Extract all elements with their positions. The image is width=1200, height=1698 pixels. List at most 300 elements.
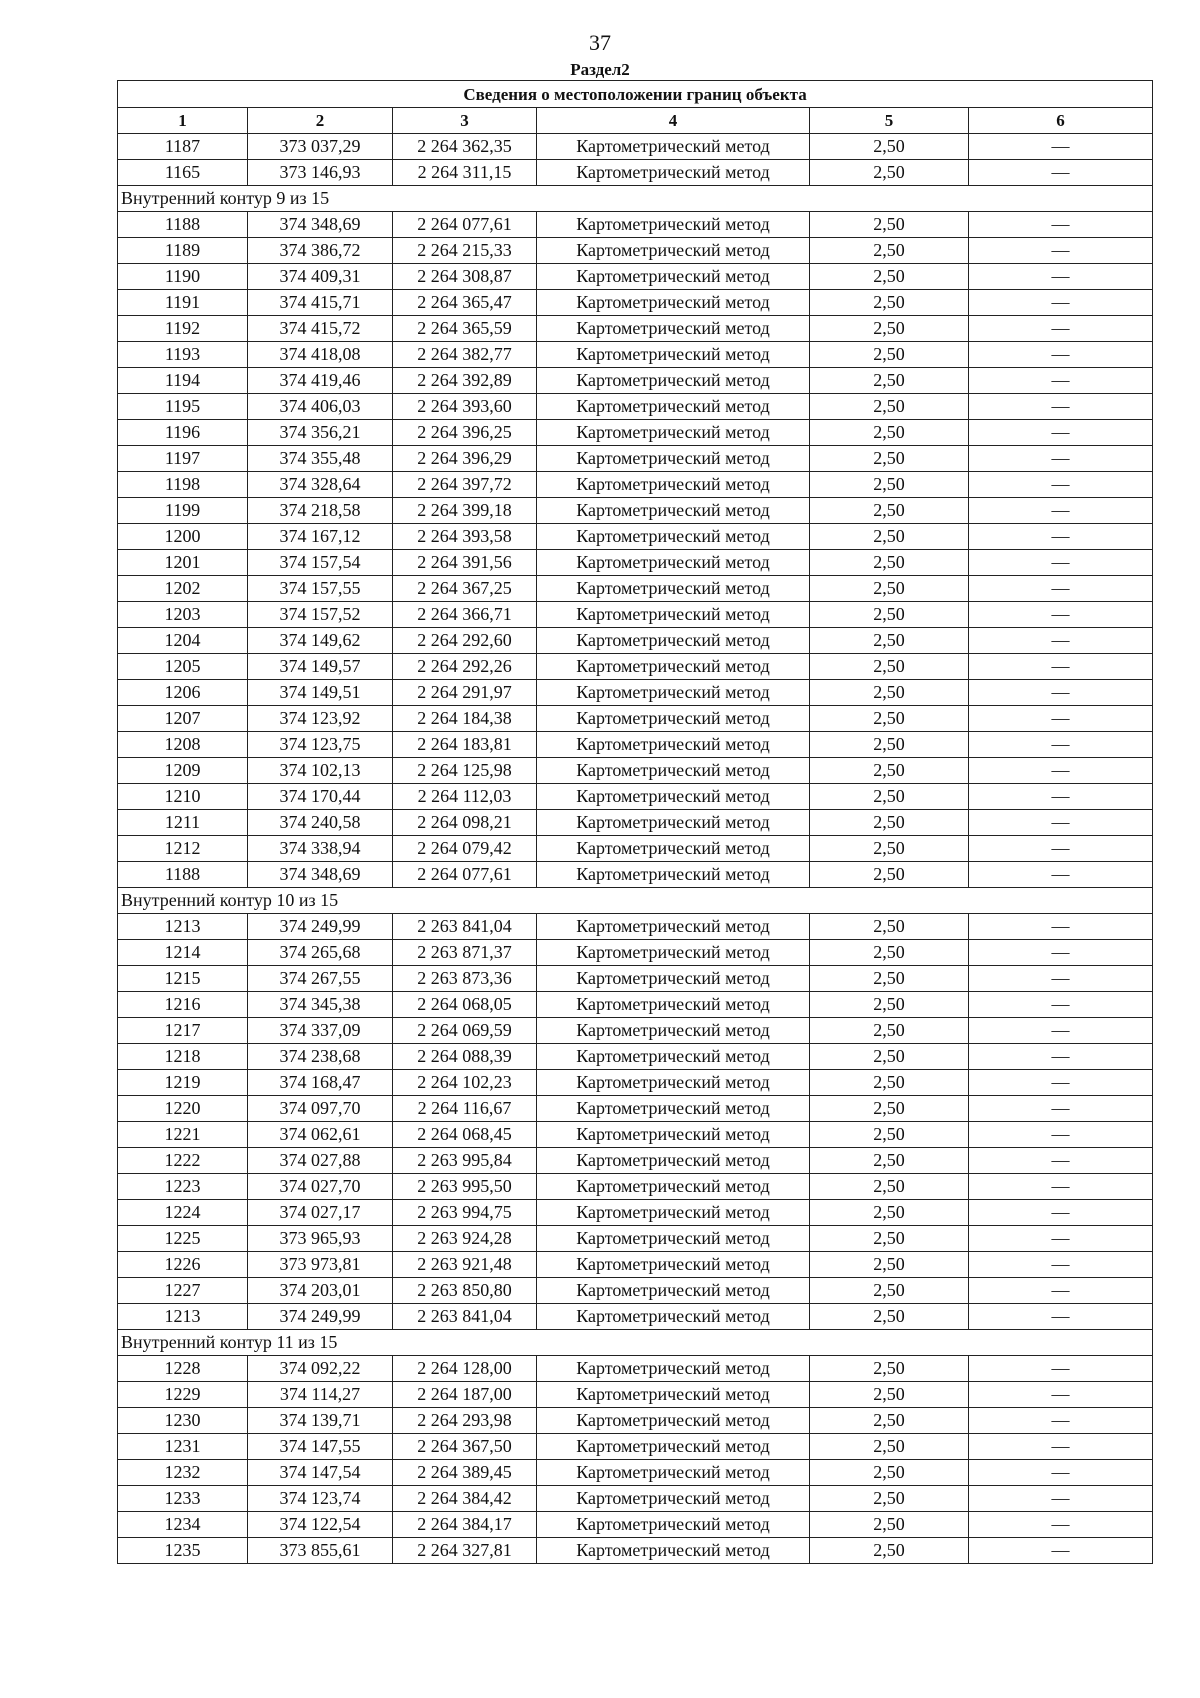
column-header-5: 5 [810, 108, 969, 134]
table-caption: Сведения о местоположении границ объекта [118, 81, 1153, 108]
x-coordinate-cell: 374 123,92 [248, 706, 393, 732]
accuracy-cell: 2,50 [810, 1122, 969, 1148]
accuracy-cell: 2,50 [810, 446, 969, 472]
method-cell: Картометрический метод [537, 1304, 810, 1330]
method-cell: Картометрический метод [537, 992, 810, 1018]
x-coordinate-cell: 374 027,88 [248, 1148, 393, 1174]
description-cell: — [969, 1356, 1153, 1382]
description-cell: — [969, 1148, 1153, 1174]
x-coordinate-cell: 374 409,31 [248, 264, 393, 290]
y-coordinate-cell: 2 264 367,25 [393, 576, 537, 602]
accuracy-cell: 2,50 [810, 680, 969, 706]
column-header-2: 2 [248, 108, 393, 134]
description-cell: — [969, 368, 1153, 394]
table-row [118, 1148, 1153, 1174]
method-cell: Картометрический метод [537, 368, 810, 394]
method-cell: Картометрический метод [537, 862, 810, 888]
table-row [118, 1486, 1153, 1512]
point-number-cell: 1217 [118, 1018, 248, 1044]
description-cell: — [969, 550, 1153, 576]
method-cell: Картометрический метод [537, 160, 810, 186]
method-cell: Картометрический метод [537, 784, 810, 810]
accuracy-cell: 2,50 [810, 524, 969, 550]
table-row [118, 836, 1153, 862]
point-number-cell: 1208 [118, 732, 248, 758]
x-coordinate-cell: 374 147,55 [248, 1434, 393, 1460]
y-coordinate-cell: 2 264 293,98 [393, 1408, 537, 1434]
description-cell: — [969, 810, 1153, 836]
table-row [118, 784, 1153, 810]
y-coordinate-cell: 2 264 068,45 [393, 1122, 537, 1148]
method-cell: Картометрический метод [537, 238, 810, 264]
contour-heading: Внутренний контур 9 из 15 [118, 186, 1153, 212]
method-cell: Картометрический метод [537, 836, 810, 862]
description-cell: — [969, 212, 1153, 238]
x-coordinate-cell: 374 348,69 [248, 212, 393, 238]
method-cell: Картометрический метод [537, 498, 810, 524]
y-coordinate-cell: 2 263 850,80 [393, 1278, 537, 1304]
point-number-cell: 1209 [118, 758, 248, 784]
boundary-coordinates-table [117, 80, 1153, 1564]
method-cell: Картометрический метод [537, 706, 810, 732]
table-row [118, 1356, 1153, 1382]
description-cell: — [969, 160, 1153, 186]
accuracy-cell: 2,50 [810, 706, 969, 732]
point-number-cell: 1220 [118, 1096, 248, 1122]
point-number-cell: 1210 [118, 784, 248, 810]
method-cell: Картометрический метод [537, 1200, 810, 1226]
accuracy-cell: 2,50 [810, 992, 969, 1018]
y-coordinate-cell: 2 264 311,15 [393, 160, 537, 186]
description-cell: — [969, 264, 1153, 290]
table-body [118, 134, 1153, 1564]
description-cell: — [969, 732, 1153, 758]
method-cell: Картометрический метод [537, 966, 810, 992]
accuracy-cell: 2,50 [810, 1304, 969, 1330]
description-cell: — [969, 1382, 1153, 1408]
x-coordinate-cell: 374 338,94 [248, 836, 393, 862]
accuracy-cell: 2,50 [810, 914, 969, 940]
description-cell: — [969, 524, 1153, 550]
accuracy-cell: 2,50 [810, 576, 969, 602]
accuracy-cell: 2,50 [810, 732, 969, 758]
point-number-cell: 1203 [118, 602, 248, 628]
table-row [118, 1538, 1153, 1564]
y-coordinate-cell: 2 263 841,04 [393, 914, 537, 940]
point-number-cell: 1219 [118, 1070, 248, 1096]
table-row [118, 758, 1153, 784]
accuracy-cell: 2,50 [810, 394, 969, 420]
table-row [118, 628, 1153, 654]
y-coordinate-cell: 2 264 088,39 [393, 1044, 537, 1070]
description-cell: — [969, 1018, 1153, 1044]
y-coordinate-cell: 2 263 841,04 [393, 1304, 537, 1330]
description-cell: — [969, 1122, 1153, 1148]
method-cell: Картометрический метод [537, 576, 810, 602]
point-number-cell: 1201 [118, 550, 248, 576]
x-coordinate-cell: 373 965,93 [248, 1226, 393, 1252]
x-coordinate-cell: 374 157,54 [248, 550, 393, 576]
accuracy-cell: 2,50 [810, 498, 969, 524]
accuracy-cell: 2,50 [810, 940, 969, 966]
table-row [118, 1252, 1153, 1278]
accuracy-cell: 2,50 [810, 1096, 969, 1122]
description-cell: — [969, 1434, 1153, 1460]
accuracy-cell: 2,50 [810, 1486, 969, 1512]
accuracy-cell: 2,50 [810, 1018, 969, 1044]
x-coordinate-cell: 374 149,51 [248, 680, 393, 706]
x-coordinate-cell: 374 062,61 [248, 1122, 393, 1148]
x-coordinate-cell: 374 149,62 [248, 628, 393, 654]
table-row [118, 1122, 1153, 1148]
y-coordinate-cell: 2 264 365,59 [393, 316, 537, 342]
point-number-cell: 1213 [118, 1304, 248, 1330]
table-row [118, 732, 1153, 758]
accuracy-cell: 2,50 [810, 160, 969, 186]
y-coordinate-cell: 2 264 393,58 [393, 524, 537, 550]
x-coordinate-cell: 374 097,70 [248, 1096, 393, 1122]
page-number: 37 [589, 30, 611, 55]
contour-heading-row [118, 186, 1153, 212]
point-number-cell: 1234 [118, 1512, 248, 1538]
x-coordinate-cell: 374 328,64 [248, 472, 393, 498]
table-row [118, 1278, 1153, 1304]
point-number-cell: 1224 [118, 1200, 248, 1226]
y-coordinate-cell: 2 264 366,71 [393, 602, 537, 628]
point-number-cell: 1229 [118, 1382, 248, 1408]
table-row [118, 394, 1153, 420]
point-number-cell: 1205 [118, 654, 248, 680]
description-cell: — [969, 472, 1153, 498]
table-row [118, 810, 1153, 836]
y-coordinate-cell: 2 264 367,50 [393, 1434, 537, 1460]
accuracy-cell: 2,50 [810, 1512, 969, 1538]
point-number-cell: 1215 [118, 966, 248, 992]
description-cell: — [969, 1200, 1153, 1226]
method-cell: Картометрический метод [537, 1486, 810, 1512]
table-row [118, 602, 1153, 628]
description-cell: — [969, 1096, 1153, 1122]
description-cell: — [969, 706, 1153, 732]
point-number-cell: 1189 [118, 238, 248, 264]
y-coordinate-cell: 2 264 187,00 [393, 1382, 537, 1408]
x-coordinate-cell: 374 218,58 [248, 498, 393, 524]
description-cell: — [969, 420, 1153, 446]
accuracy-cell: 2,50 [810, 1148, 969, 1174]
column-header-1: 1 [118, 108, 248, 134]
y-coordinate-cell: 2 263 995,50 [393, 1174, 537, 1200]
method-cell: Картометрический метод [537, 940, 810, 966]
x-coordinate-cell: 374 114,27 [248, 1382, 393, 1408]
y-coordinate-cell: 2 264 215,33 [393, 238, 537, 264]
y-coordinate-cell: 2 264 116,67 [393, 1096, 537, 1122]
accuracy-cell: 2,50 [810, 628, 969, 654]
table-row [118, 212, 1153, 238]
x-coordinate-cell: 374 147,54 [248, 1460, 393, 1486]
contour-heading: Внутренний контур 11 из 15 [118, 1330, 1153, 1356]
point-number-cell: 1235 [118, 1538, 248, 1564]
y-coordinate-cell: 2 263 994,75 [393, 1200, 537, 1226]
x-coordinate-cell: 374 356,21 [248, 420, 393, 446]
y-coordinate-cell: 2 264 184,38 [393, 706, 537, 732]
point-number-cell: 1222 [118, 1148, 248, 1174]
method-cell: Картометрический метод [537, 732, 810, 758]
table-row [118, 940, 1153, 966]
description-cell: — [969, 602, 1153, 628]
accuracy-cell: 2,50 [810, 1070, 969, 1096]
table-row [118, 1200, 1153, 1226]
table-row [118, 1044, 1153, 1070]
table-header-row [118, 108, 1153, 134]
table-row [118, 1382, 1153, 1408]
y-coordinate-cell: 2 264 183,81 [393, 732, 537, 758]
y-coordinate-cell: 2 264 077,61 [393, 212, 537, 238]
description-cell: — [969, 1460, 1153, 1486]
table-row [118, 472, 1153, 498]
table-row [118, 1512, 1153, 1538]
method-cell: Картометрический метод [537, 1252, 810, 1278]
x-coordinate-cell: 374 203,01 [248, 1278, 393, 1304]
point-number-cell: 1230 [118, 1408, 248, 1434]
description-cell: — [969, 1252, 1153, 1278]
contour-heading-row [118, 888, 1153, 914]
table-row [118, 498, 1153, 524]
method-cell: Картометрический метод [537, 1148, 810, 1174]
point-number-cell: 1212 [118, 836, 248, 862]
point-number-cell: 1190 [118, 264, 248, 290]
x-coordinate-cell: 374 139,71 [248, 1408, 393, 1434]
accuracy-cell: 2,50 [810, 810, 969, 836]
y-coordinate-cell: 2 264 397,72 [393, 472, 537, 498]
y-coordinate-cell: 2 264 392,89 [393, 368, 537, 394]
y-coordinate-cell: 2 264 389,45 [393, 1460, 537, 1486]
description-cell: — [969, 1486, 1153, 1512]
table-row [118, 1408, 1153, 1434]
method-cell: Картометрический метод [537, 810, 810, 836]
description-cell: — [969, 1512, 1153, 1538]
table-row [118, 966, 1153, 992]
accuracy-cell: 2,50 [810, 1408, 969, 1434]
description-cell: — [969, 1408, 1153, 1434]
x-coordinate-cell: 374 157,52 [248, 602, 393, 628]
table-row [118, 160, 1153, 186]
method-cell: Картометрический метод [537, 1174, 810, 1200]
accuracy-cell: 2,50 [810, 1278, 969, 1304]
description-cell: — [969, 680, 1153, 706]
x-coordinate-cell: 374 157,55 [248, 576, 393, 602]
method-cell: Картометрический метод [537, 550, 810, 576]
description-cell: — [969, 1070, 1153, 1096]
accuracy-cell: 2,50 [810, 420, 969, 446]
accuracy-cell: 2,50 [810, 212, 969, 238]
table-row [118, 368, 1153, 394]
method-cell: Картометрический метод [537, 758, 810, 784]
method-cell: Картометрический метод [537, 628, 810, 654]
table-row [118, 264, 1153, 290]
point-number-cell: 1195 [118, 394, 248, 420]
y-coordinate-cell: 2 264 069,59 [393, 1018, 537, 1044]
contour-heading: Внутренний контур 10 из 15 [118, 888, 1153, 914]
description-cell: — [969, 1538, 1153, 1564]
method-cell: Картометрический метод [537, 1096, 810, 1122]
point-number-cell: 1165 [118, 160, 248, 186]
point-number-cell: 1214 [118, 940, 248, 966]
x-coordinate-cell: 374 249,99 [248, 1304, 393, 1330]
description-cell: — [969, 992, 1153, 1018]
method-cell: Картометрический метод [537, 1018, 810, 1044]
method-cell: Картометрический метод [537, 1512, 810, 1538]
table-row [118, 420, 1153, 446]
y-coordinate-cell: 2 264 077,61 [393, 862, 537, 888]
y-coordinate-cell: 2 263 924,28 [393, 1226, 537, 1252]
x-coordinate-cell: 374 348,69 [248, 862, 393, 888]
method-cell: Картометрический метод [537, 420, 810, 446]
description-cell: — [969, 1278, 1153, 1304]
y-coordinate-cell: 2 263 921,48 [393, 1252, 537, 1278]
description-cell: — [969, 966, 1153, 992]
description-cell: — [969, 342, 1153, 368]
accuracy-cell: 2,50 [810, 290, 969, 316]
x-coordinate-cell: 374 419,46 [248, 368, 393, 394]
description-cell: — [969, 940, 1153, 966]
method-cell: Картометрический метод [537, 342, 810, 368]
point-number-cell: 1226 [118, 1252, 248, 1278]
x-coordinate-cell: 374 406,03 [248, 394, 393, 420]
x-coordinate-cell: 374 122,54 [248, 1512, 393, 1538]
x-coordinate-cell: 374 249,99 [248, 914, 393, 940]
method-cell: Картометрический метод [537, 472, 810, 498]
point-number-cell: 1213 [118, 914, 248, 940]
description-cell: — [969, 316, 1153, 342]
table-row [118, 524, 1153, 550]
description-cell: — [969, 836, 1153, 862]
point-number-cell: 1194 [118, 368, 248, 394]
description-cell: — [969, 446, 1153, 472]
x-coordinate-cell: 374 149,57 [248, 654, 393, 680]
x-coordinate-cell: 374 355,48 [248, 446, 393, 472]
description-cell: — [969, 1304, 1153, 1330]
x-coordinate-cell: 373 855,61 [248, 1538, 393, 1564]
description-cell: — [969, 290, 1153, 316]
x-coordinate-cell: 374 170,44 [248, 784, 393, 810]
y-coordinate-cell: 2 263 871,37 [393, 940, 537, 966]
y-coordinate-cell: 2 264 292,26 [393, 654, 537, 680]
point-number-cell: 1196 [118, 420, 248, 446]
method-cell: Картометрический метод [537, 1460, 810, 1486]
table-row [118, 680, 1153, 706]
accuracy-cell: 2,50 [810, 1226, 969, 1252]
accuracy-cell: 2,50 [810, 134, 969, 160]
description-cell: — [969, 576, 1153, 602]
table-row [118, 1070, 1153, 1096]
table-row [118, 1226, 1153, 1252]
description-cell: — [969, 1226, 1153, 1252]
y-coordinate-cell: 2 264 384,42 [393, 1486, 537, 1512]
accuracy-cell: 2,50 [810, 472, 969, 498]
method-cell: Картометрический метод [537, 1408, 810, 1434]
x-coordinate-cell: 374 267,55 [248, 966, 393, 992]
table-row [118, 290, 1153, 316]
y-coordinate-cell: 2 264 112,03 [393, 784, 537, 810]
y-coordinate-cell: 2 264 125,98 [393, 758, 537, 784]
point-number-cell: 1192 [118, 316, 248, 342]
point-number-cell: 1216 [118, 992, 248, 1018]
x-coordinate-cell: 373 037,29 [248, 134, 393, 160]
method-cell: Картометрический метод [537, 446, 810, 472]
point-number-cell: 1187 [118, 134, 248, 160]
y-coordinate-cell: 2 264 391,56 [393, 550, 537, 576]
accuracy-cell: 2,50 [810, 550, 969, 576]
point-number-cell: 1231 [118, 1434, 248, 1460]
accuracy-cell: 2,50 [810, 1460, 969, 1486]
table-row [118, 342, 1153, 368]
method-cell: Картометрический метод [537, 212, 810, 238]
method-cell: Картометрический метод [537, 1382, 810, 1408]
description-cell: — [969, 914, 1153, 940]
table-row [118, 1460, 1153, 1486]
point-number-cell: 1228 [118, 1356, 248, 1382]
accuracy-cell: 2,50 [810, 1434, 969, 1460]
method-cell: Картометрический метод [537, 1070, 810, 1096]
method-cell: Картометрический метод [537, 1122, 810, 1148]
accuracy-cell: 2,50 [810, 784, 969, 810]
point-number-cell: 1198 [118, 472, 248, 498]
table-row [118, 550, 1153, 576]
accuracy-cell: 2,50 [810, 1382, 969, 1408]
x-coordinate-cell: 374 027,70 [248, 1174, 393, 1200]
accuracy-cell: 2,50 [810, 602, 969, 628]
x-coordinate-cell: 374 123,75 [248, 732, 393, 758]
method-cell: Картометрический метод [537, 290, 810, 316]
table-row [118, 1174, 1153, 1200]
y-coordinate-cell: 2 264 384,17 [393, 1512, 537, 1538]
x-coordinate-cell: 374 240,58 [248, 810, 393, 836]
y-coordinate-cell: 2 264 382,77 [393, 342, 537, 368]
accuracy-cell: 2,50 [810, 264, 969, 290]
table-row [118, 238, 1153, 264]
point-number-cell: 1199 [118, 498, 248, 524]
method-cell: Картометрический метод [537, 602, 810, 628]
description-cell: — [969, 758, 1153, 784]
table-row [118, 134, 1153, 160]
method-cell: Картометрический метод [537, 134, 810, 160]
x-coordinate-cell: 374 238,68 [248, 1044, 393, 1070]
column-header-6: 6 [969, 108, 1153, 134]
point-number-cell: 1223 [118, 1174, 248, 1200]
accuracy-cell: 2,50 [810, 316, 969, 342]
method-cell: Картометрический метод [537, 524, 810, 550]
table-row [118, 316, 1153, 342]
method-cell: Картометрический метод [537, 1278, 810, 1304]
method-cell: Картометрический метод [537, 1434, 810, 1460]
method-cell: Картометрический метод [537, 264, 810, 290]
x-coordinate-cell: 374 092,22 [248, 1356, 393, 1382]
point-number-cell: 1232 [118, 1460, 248, 1486]
method-cell: Картометрический метод [537, 914, 810, 940]
point-number-cell: 1207 [118, 706, 248, 732]
description-cell: — [969, 1044, 1153, 1070]
y-coordinate-cell: 2 264 362,35 [393, 134, 537, 160]
table-row [118, 992, 1153, 1018]
table-row [118, 1304, 1153, 1330]
y-coordinate-cell: 2 264 291,97 [393, 680, 537, 706]
point-number-cell: 1218 [118, 1044, 248, 1070]
y-coordinate-cell: 2 264 128,00 [393, 1356, 537, 1382]
accuracy-cell: 2,50 [810, 1200, 969, 1226]
accuracy-cell: 2,50 [810, 368, 969, 394]
x-coordinate-cell: 374 265,68 [248, 940, 393, 966]
table-row [118, 706, 1153, 732]
